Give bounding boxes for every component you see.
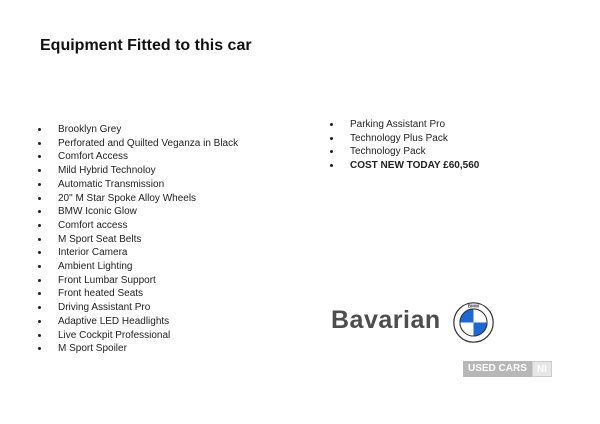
list-item: Front heated Seats <box>38 287 238 301</box>
bmw-logo-letters: BMW <box>467 303 480 309</box>
list-item: Comfort access <box>38 219 238 233</box>
used-cars-badge <box>463 361 552 377</box>
list-item: Front Lumbar Support <box>38 274 238 288</box>
list-item: Adaptive LED Headlights <box>38 315 238 329</box>
list-item: Ambient Lighting <box>38 260 238 274</box>
list-item: Interior Camera <box>38 246 238 260</box>
list-item: M Sport Seat Belts <box>38 233 238 247</box>
equipment-list-right <box>330 118 479 173</box>
equipment-list-left <box>38 123 238 356</box>
list-item: M Sport Spoiler <box>38 342 238 356</box>
list-item: BMW Iconic Glow <box>38 205 238 219</box>
bavarian-wordmark: Bavarian <box>331 306 441 334</box>
cost-new-today: COST NEW TODAY £60,560 <box>330 159 479 173</box>
list-item: Technology Pack <box>330 145 479 159</box>
list-item: Comfort Access <box>38 150 238 164</box>
badge-ni-label: NI <box>532 361 552 377</box>
list-item: 20" M Star Spoke Alloy Wheels <box>38 192 238 206</box>
list-item: Brooklyn Grey <box>38 123 238 137</box>
badge-used-cars-label: USED CARS <box>463 361 532 377</box>
list-item: Technology Plus Pack <box>330 132 479 146</box>
list-item: Perforated and Quilted Veganza in Black <box>38 137 238 151</box>
list-item: Automatic Transmission <box>38 178 238 192</box>
list-item: Mild Hybrid Technoloy <box>38 164 238 178</box>
list-item: Parking Assistant Pro <box>330 118 479 132</box>
bmw-roundel-icon <box>453 302 494 343</box>
page-title: Equipment Fitted to this car <box>40 37 252 54</box>
list-item: Live Cockpit Professional <box>38 329 238 343</box>
list-item: Driving Assistant Pro <box>38 301 238 315</box>
